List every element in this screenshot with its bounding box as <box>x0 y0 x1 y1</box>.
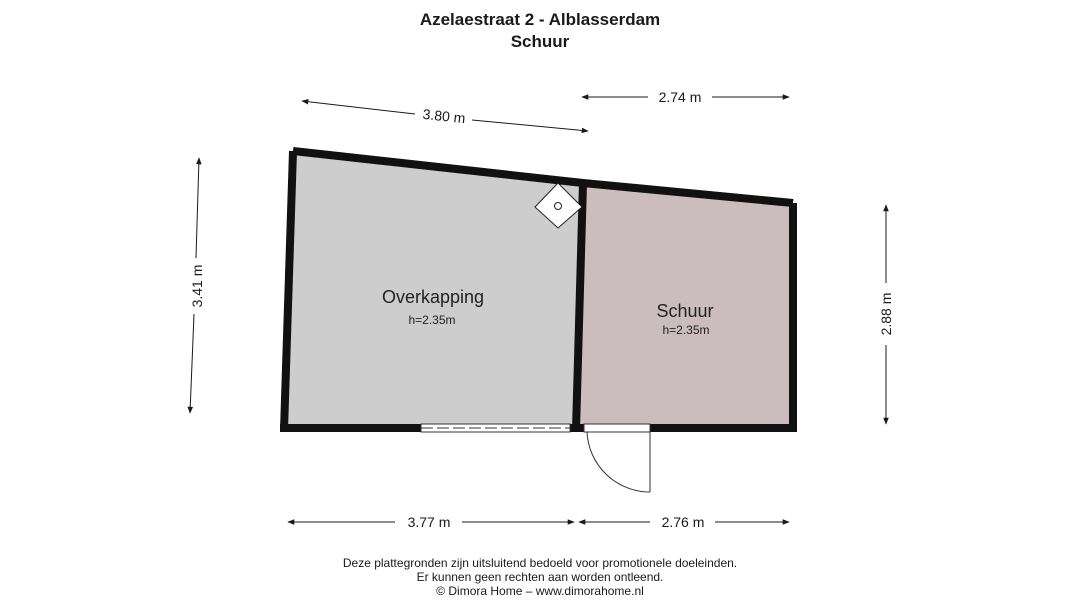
room-name-overkapping: Overkapping <box>381 287 485 307</box>
sliding-opening <box>421 424 570 432</box>
plan-title: Azelaestraat 2 - Alblasserdam <box>419 10 661 29</box>
room-height-overkapping: h=2.35m <box>408 313 456 327</box>
copyright-line: © Dimora Home – www.dimorahome.nl <box>436 584 644 598</box>
dimension-top-left: 3.80 m <box>421 105 467 127</box>
dimension-bottom-right: 2.76 m <box>661 514 705 530</box>
room-height-schuur: h=2.35m <box>662 323 710 337</box>
disclaimer-line-2: Er kunnen geen rechten aan worden ontleend. <box>416 570 664 584</box>
dimension-left: 3.41 m <box>189 264 205 308</box>
door <box>584 424 650 492</box>
room-name-schuur: Schuur <box>656 301 714 321</box>
dimension-top-right: 2.74 m <box>658 89 702 105</box>
dimension-bottom-left: 3.77 m <box>407 514 451 530</box>
plan-subtitle: Schuur <box>510 32 570 51</box>
disclaimer-line-1: Deze plattegronden zijn uitsluitend bedoeld voor promotionele doeleinden. <box>342 556 738 570</box>
dimension-right: 2.88 m <box>878 292 894 336</box>
